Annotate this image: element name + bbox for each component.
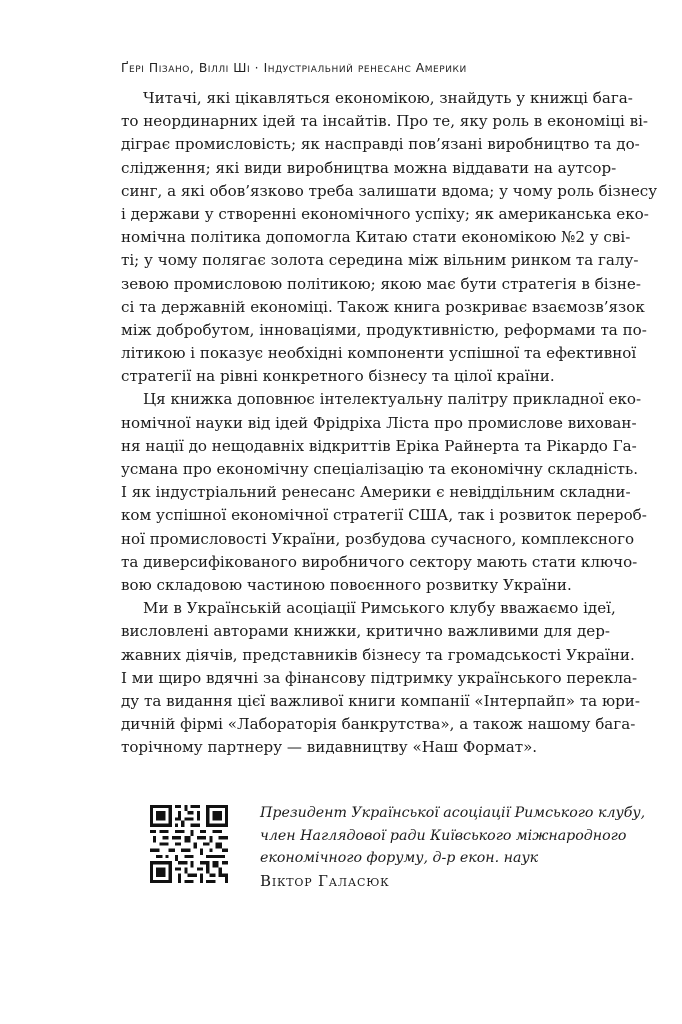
text-line: І ми щиро вдячні за фінансову підтримку українського перекла- <box>121 668 638 687</box>
text-line: літикою і показує необхідні компоненти успішної та ефективної <box>121 344 637 363</box>
text-line: номічна політика допомогла Китаю стати економікою №2 у сві- <box>121 228 631 247</box>
text-line: ної промисловості України, розбудова сучасного, комплексного <box>121 529 635 548</box>
text-line: Ми в Українській асоціації Римського клубу вважаємо ідеї, <box>143 599 616 618</box>
text-line: слідження; які види виробництва можна віддавати на аутсор- <box>121 158 617 177</box>
signature-role-line: член Наглядової ради Київського міжнародного <box>260 827 627 844</box>
text-line: дичній фірмі «Лабораторія банкрутства», а також нашому бага- <box>121 715 636 734</box>
text-line: ті; у чому полягає золота середина між вільним ринком та галу- <box>121 251 639 270</box>
signature-block <box>150 802 646 892</box>
text-line: та диверсифікованого виробничого сектору мають стати ключо- <box>121 552 638 571</box>
text-line: ду та видання цієї важливої книги компанії «Інтерпайп» та юри- <box>121 691 640 710</box>
text-line: Ця книжка доповнює інтелектуальну палітру прикладної еко- <box>143 390 642 409</box>
text-line: між добробутом, інноваціями, продуктивністю, реформами та по- <box>121 320 647 339</box>
running-header: Ґері Пізано, Віллі Ші · Індустріальний ренесанс Америки <box>121 61 467 75</box>
signature-role-line: економічного форуму, д-р екон. наук <box>260 850 539 867</box>
text-line: діграє промисловість; як насправді пов’язані виробництво та до- <box>121 135 640 154</box>
paragraph-2 <box>121 388 647 597</box>
text-line: І як індустріальний ренесанс Америки є невіддільним складни- <box>121 483 631 502</box>
body-text <box>121 87 658 759</box>
qr-code-icon[interactable] <box>150 805 228 883</box>
signature-role-line: Президент Української асоціації Римського клубу, <box>260 805 646 821</box>
text-line: усмана про економічну спеціалізацію та економічну складність. <box>121 460 639 478</box>
text-line: і держави у створенні економічного успіху; як американська еко- <box>121 204 649 223</box>
paragraph-3 <box>121 597 640 759</box>
text-line: номічної науки від ідей Фрідріха Ліста про промислове вихован- <box>121 413 637 432</box>
text-line: торічному партнеру — видавництву «Наш Формат». <box>121 738 538 757</box>
text-line: то неординарних ідей та інсайтів. Про те, яку роль в економіці ві- <box>121 112 649 131</box>
text-line: висловлені авторами книжки, критично важливими для дер- <box>121 622 610 641</box>
signature-text <box>260 802 645 892</box>
text-line: стратегії на рівні конкретного бізнесу та цілої країни. <box>121 367 555 386</box>
text-line: жавних діячів, представників бізнесу та громадськості України. <box>121 645 635 664</box>
text-line: ня нації до нещодавніх відкриттів Еріка Райнерта та Рікардо Га- <box>121 436 637 455</box>
text-line: ком успішної економічної стратегії США, так і розвиток перероб- <box>121 506 647 525</box>
paragraph-1 <box>121 87 658 388</box>
signature-name: Віктор Галасюк <box>260 871 390 890</box>
text-line: зевою промисловою політикою; якою має бути стратегія в бізне- <box>121 274 641 293</box>
text-line: синг, а які обов’язково треба залишати вдома; у чому роль бізнесу <box>121 181 658 200</box>
text-line: вою складовою частиною повоєнного розвитку України. <box>121 575 572 594</box>
text-line: Читачі, які цікавляться економікою, знайдуть у книжці бага- <box>143 89 633 107</box>
text-line: сі та державній економіці. Також книга розкриває взаємозв’язок <box>121 297 645 316</box>
